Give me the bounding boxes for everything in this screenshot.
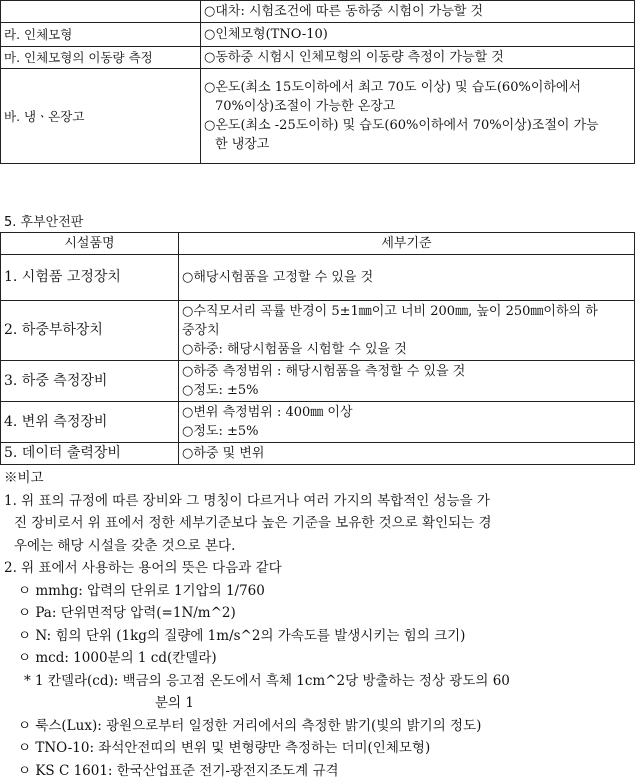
table-cell-key: 라. 인체모형: [1, 23, 201, 47]
table-cell-value: ○동하중 시험시 인체모형의 이동량 측정이 가능할 것: [201, 47, 635, 69]
header-cell: 시설품명: [1, 233, 179, 255]
table-cell-value: ○대차: 시험조건에 따른 동하중 시험이 가능할 것: [201, 1, 635, 23]
header-cell: 세부기준: [179, 233, 635, 255]
table-cell-value: ○변위 측정범위 : 400㎜ 이상 ○정도: ±5%: [179, 402, 635, 443]
remark-item: 우에는 해당 시설을 갖춘 것으로 본다.: [4, 535, 632, 558]
remark-item: 진 장비로서 위 표에서 정한 세부기준보다 높은 기준을 보유한 것으로 확인되는 경: [4, 512, 632, 535]
definition-item: ㅇ KS C 1601: 한국산업표준 전기-광전지조도계 규격: [4, 760, 632, 782]
rear-guard-table: [0, 232, 635, 465]
table-cell-key: 1. 시험품 고정장치: [1, 255, 179, 301]
table-cell-key: [1, 1, 201, 23]
definition-item: ㅇ N: 힘의 단위 (1kg의 질량에 1m/s^2의 가속도를 발생시키는 힘의 크기): [4, 625, 632, 648]
definition-item: ㅇ 룩스(Lux): 광원으로부터 일정한 거리에서의 측정한 밝기(빛의 밝기의 정도): [4, 715, 632, 738]
table-cell-value: ○하중 측정범위 : 해당시험품을 측정할 수 있을 것 ○정도: ±5%: [179, 361, 635, 402]
table-cell-key: 5. 데이터 출력장비: [1, 443, 179, 465]
section-title: 5. 후부안전판: [4, 211, 83, 230]
table-cell-key: 마. 인체모형의 이동량 측정: [1, 47, 201, 69]
table-cell-value: ○해당시험품을 고정할 수 있을 것: [179, 255, 635, 301]
table-cell-key: 바. 냉ㆍ온장고: [1, 69, 201, 164]
remarks-heading: ※비고: [4, 467, 632, 490]
table-cell-key: 4. 변위 측정장비: [1, 402, 179, 443]
definition-item: ㅇ mcd: 1000분의 1 cd(칸델라): [4, 647, 632, 670]
remarks: [4, 467, 632, 782]
equipment-table-continued: [0, 0, 635, 164]
table-cell-value: ○온도(최소 15도이하에서 최고 70도 이상) 및 습도(60%이하에서 70%이상)조절이 가능한 온장고 ○온도(최소 -25도이하) 및 습도(60%이하에서 70%이상)조절이 가능 한 냉장고: [201, 69, 635, 164]
table-cell-key: 2. 하중부하장치: [1, 301, 179, 361]
remark-item: 1. 위 표의 규정에 따른 장비와 그 명칭이 다르거나 여러 가지의 복합적인 성능을 가: [4, 490, 632, 513]
footnote-item: 분의 1: [4, 692, 632, 715]
remark-item: 2. 위 표에서 사용하는 용어의 뜻은 다음과 같다: [4, 557, 632, 580]
definition-item: ㅇ mmhg: 압력의 단위로 1기압의 1/760: [4, 580, 632, 603]
definition-item: ㅇ TNO-10: 좌석안전띠의 변위 및 변형량만 측정하는 더미(인체모형): [4, 737, 632, 760]
footnote-item: * 1 칸델라(cd): 백금의 응고점 온도에서 흑체 1cm^2당 방출하는 정상 광도의 60: [4, 670, 632, 693]
definition-item: ㅇ Pa: 단위면적당 압력(=1N/m^2): [4, 602, 632, 625]
table-cell-value: ○수직모서리 곡률 반경이 5±1㎜이고 너비 200㎜, 높이 250㎜이하의 하 중장치 ○하중: 해당시험품을 시험할 수 있을 것: [179, 301, 635, 361]
table-cell-value: ○인체모형(TNO-10): [201, 23, 635, 47]
table-cell-key: 3. 하중 측정장비: [1, 361, 179, 402]
table-cell-value: ○하중 및 변위: [179, 443, 635, 465]
